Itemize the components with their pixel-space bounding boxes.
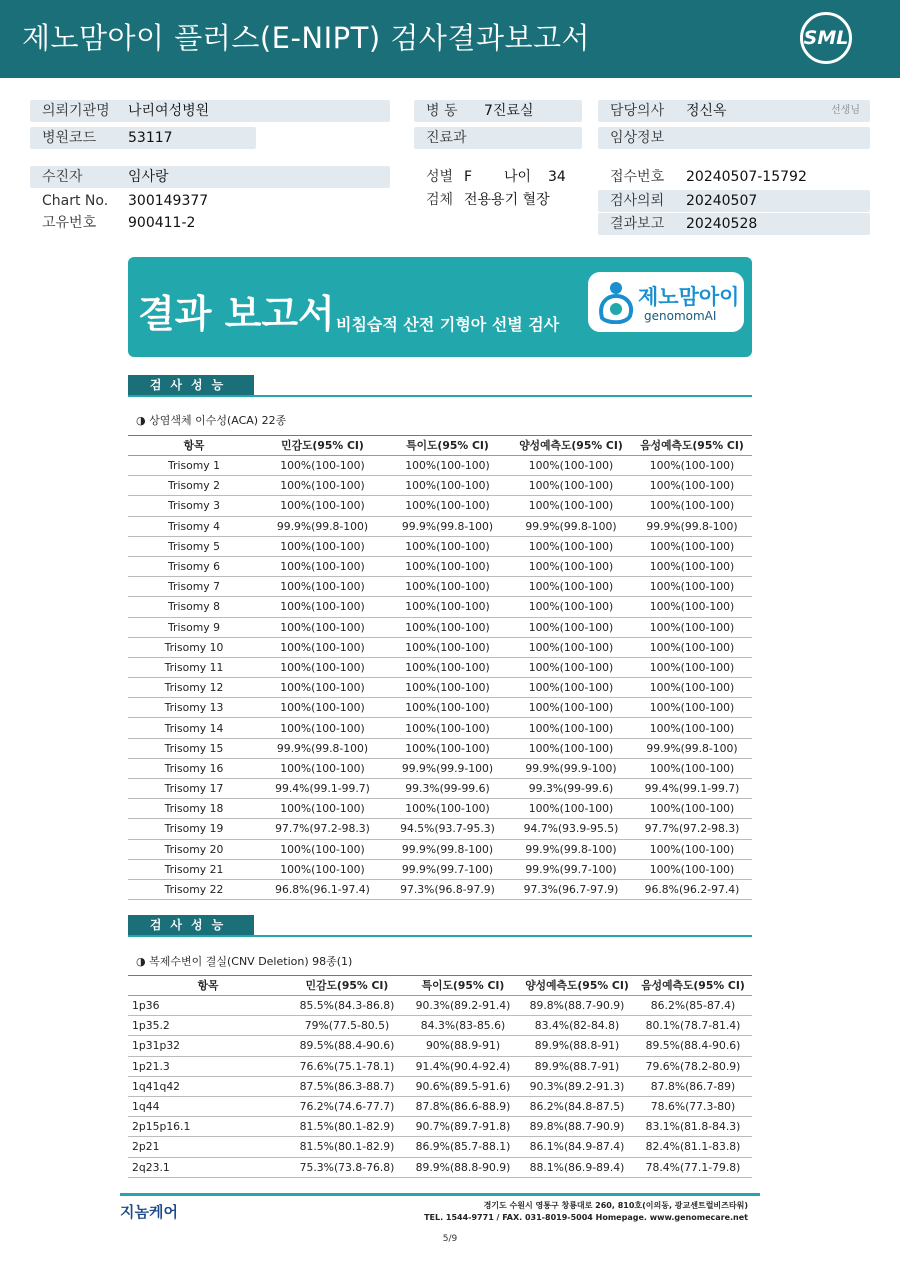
banner-title: 결과 보고서 bbox=[138, 292, 335, 336]
doctor-field bbox=[598, 100, 870, 122]
value-cell: 100%(100-100) bbox=[385, 718, 510, 738]
chart-label: Chart No. bbox=[42, 193, 109, 209]
value-cell: 89.5%(88.4-90.6) bbox=[288, 1036, 406, 1056]
item-name-cell: Trisomy 21 bbox=[128, 859, 260, 879]
value-cell: 90.3%(89.2-91.4) bbox=[406, 996, 520, 1016]
value-cell: 87.5%(86.3-88.7) bbox=[288, 1076, 406, 1096]
item-name-cell: 1p31p32 bbox=[128, 1036, 288, 1056]
column-header: 특이도(95% CI) bbox=[385, 436, 510, 456]
value-cell: 81.5%(80.1-82.9) bbox=[288, 1137, 406, 1157]
value-cell: 100%(100-100) bbox=[510, 456, 632, 476]
age-value: 34 bbox=[548, 169, 566, 185]
value-cell: 100%(100-100) bbox=[632, 718, 752, 738]
unique-label: 고유번호 bbox=[42, 215, 97, 231]
table-row bbox=[128, 637, 752, 657]
reception-field bbox=[598, 166, 870, 188]
item-name-cell: 1p21.3 bbox=[128, 1056, 288, 1076]
value-cell: 100%(100-100) bbox=[385, 456, 510, 476]
value-cell: 100%(100-100) bbox=[510, 556, 632, 576]
footer-address-line1: 경기도 수원시 영통구 창룡대로 260, 810호(이의동, 광교센트럴비즈타워) bbox=[483, 1201, 748, 1210]
value-cell: 99.9%(99.9-100) bbox=[385, 758, 510, 778]
table-row bbox=[128, 758, 752, 778]
value-cell: 85.5%(84.3-86.8) bbox=[288, 996, 406, 1016]
table-row bbox=[128, 1096, 752, 1116]
table-row bbox=[128, 516, 752, 536]
table-row bbox=[128, 496, 752, 516]
page-number: 5/9 bbox=[442, 1234, 458, 1244]
sex-value: F bbox=[464, 169, 473, 185]
reception-value: 20240507-15792 bbox=[686, 169, 807, 185]
column-header: 양성예측도(95% CI) bbox=[510, 436, 632, 456]
value-cell: 100%(100-100) bbox=[385, 476, 510, 496]
section1-subhead: ◑ 상염색체 이수성(ACA) 22종 bbox=[136, 414, 287, 427]
value-cell: 100%(100-100) bbox=[632, 617, 752, 637]
value-cell: 100%(100-100) bbox=[260, 476, 385, 496]
table-row bbox=[128, 476, 752, 496]
footer-address-line2: TEL. 1544-9771 / FAX. 031-8019-5004 Homepage. www.genomecare.net bbox=[424, 1213, 748, 1222]
value-cell: 100%(100-100) bbox=[632, 657, 752, 677]
value-cell: 90.7%(89.7-91.8) bbox=[406, 1117, 520, 1137]
specimen-value: 전용용기 혈장 bbox=[464, 192, 550, 208]
value-cell: 99.4%(99.1-99.7) bbox=[632, 779, 752, 799]
value-cell: 100%(100-100) bbox=[260, 456, 385, 476]
value-cell: 100%(100-100) bbox=[510, 577, 632, 597]
table-row bbox=[128, 597, 752, 617]
hospital-code-value: 53117 bbox=[128, 130, 173, 146]
value-cell: 100%(100-100) bbox=[632, 577, 752, 597]
table-row bbox=[128, 718, 752, 738]
institution-field bbox=[30, 100, 390, 122]
report-title: 제노맘아이 플러스(E-NIPT) 검사결과보고서 bbox=[22, 21, 591, 55]
ward-label: 병 동 bbox=[426, 103, 458, 119]
value-cell: 82.4%(81.1-83.8) bbox=[634, 1137, 752, 1157]
patient-value: 임사랑 bbox=[128, 169, 169, 185]
table-row bbox=[128, 678, 752, 698]
value-cell: 86.9%(85.7-88.1) bbox=[406, 1137, 520, 1157]
value-cell: 100%(100-100) bbox=[385, 556, 510, 576]
value-cell: 87.8%(86.7-89) bbox=[634, 1076, 752, 1096]
value-cell: 100%(100-100) bbox=[632, 476, 752, 496]
value-cell: 90.6%(89.5-91.6) bbox=[406, 1076, 520, 1096]
item-name-cell: Trisomy 2 bbox=[128, 476, 260, 496]
value-cell: 97.7%(97.2-98.3) bbox=[260, 819, 385, 839]
table-row bbox=[128, 819, 752, 839]
value-cell: 100%(100-100) bbox=[632, 678, 752, 698]
request-field bbox=[598, 190, 870, 212]
value-cell: 100%(100-100) bbox=[385, 678, 510, 698]
value-cell: 83.4%(82-84.8) bbox=[520, 1016, 634, 1036]
value-cell: 100%(100-100) bbox=[385, 799, 510, 819]
item-name-cell: Trisomy 11 bbox=[128, 657, 260, 677]
value-cell: 100%(100-100) bbox=[260, 637, 385, 657]
item-name-cell: Trisomy 3 bbox=[128, 496, 260, 516]
value-cell: 79%(77.5-80.5) bbox=[288, 1016, 406, 1036]
value-cell: 100%(100-100) bbox=[510, 738, 632, 758]
value-cell: 100%(100-100) bbox=[385, 496, 510, 516]
value-cell: 89.9%(88.8-91) bbox=[520, 1036, 634, 1056]
table-row bbox=[128, 738, 752, 758]
value-cell: 100%(100-100) bbox=[510, 657, 632, 677]
column-header: 특이도(95% CI) bbox=[406, 976, 520, 996]
result-banner bbox=[128, 257, 752, 357]
value-cell: 100%(100-100) bbox=[510, 637, 632, 657]
item-name-cell: Trisomy 7 bbox=[128, 577, 260, 597]
hospital-code-label: 병원코드 bbox=[42, 130, 97, 146]
value-cell: 89.8%(88.7-90.9) bbox=[520, 1117, 634, 1137]
value-cell: 99.9%(99.7-100) bbox=[385, 859, 510, 879]
item-name-cell: Trisomy 8 bbox=[128, 597, 260, 617]
value-cell: 100%(100-100) bbox=[632, 758, 752, 778]
value-cell: 96.8%(96.1-97.4) bbox=[260, 879, 385, 899]
value-cell: 99.4%(99.1-99.7) bbox=[260, 779, 385, 799]
table-row bbox=[128, 1117, 752, 1137]
genomom-logo-text: 제노맘아이 bbox=[638, 285, 740, 309]
table-row bbox=[128, 556, 752, 576]
table-header-row bbox=[128, 436, 752, 456]
value-cell: 100%(100-100) bbox=[260, 597, 385, 617]
value-cell: 100%(100-100) bbox=[260, 496, 385, 516]
table-row bbox=[128, 1137, 752, 1157]
table-row bbox=[128, 839, 752, 859]
value-cell: 99.9%(99.8-100) bbox=[510, 516, 632, 536]
patient-label: 수진자 bbox=[42, 169, 83, 185]
value-cell: 99.9%(99.8-100) bbox=[385, 516, 510, 536]
report-date-label: 결과보고 bbox=[610, 216, 665, 232]
item-name-cell: Trisomy 4 bbox=[128, 516, 260, 536]
ward-value: 7진료실 bbox=[484, 103, 534, 119]
value-cell: 99.9%(99.7-100) bbox=[510, 859, 632, 879]
genomom-logo bbox=[588, 272, 744, 332]
value-cell: 100%(100-100) bbox=[260, 698, 385, 718]
item-name-cell: Trisomy 6 bbox=[128, 556, 260, 576]
table-row bbox=[128, 657, 752, 677]
doctor-suffix: 선생님 bbox=[831, 105, 860, 116]
value-cell: 80.1%(78.7-81.4) bbox=[634, 1016, 752, 1036]
footer-address bbox=[424, 1200, 748, 1224]
value-cell: 75.3%(73.8-76.8) bbox=[288, 1157, 406, 1177]
section2-bar bbox=[128, 915, 752, 937]
value-cell: 81.5%(80.1-82.9) bbox=[288, 1117, 406, 1137]
value-cell: 100%(100-100) bbox=[260, 758, 385, 778]
item-name-cell: Trisomy 18 bbox=[128, 799, 260, 819]
request-value: 20240507 bbox=[686, 193, 758, 209]
item-name-cell: Trisomy 22 bbox=[128, 879, 260, 899]
age-label: 나이 bbox=[504, 169, 532, 185]
table-row bbox=[128, 879, 752, 899]
value-cell: 78.4%(77.1-79.8) bbox=[634, 1157, 752, 1177]
value-cell: 100%(100-100) bbox=[510, 496, 632, 516]
value-cell: 100%(100-100) bbox=[260, 657, 385, 677]
table-row bbox=[128, 1016, 752, 1036]
item-name-cell: 2p21 bbox=[128, 1137, 288, 1157]
value-cell: 86.1%(84.9-87.4) bbox=[520, 1137, 634, 1157]
value-cell: 100%(100-100) bbox=[385, 657, 510, 677]
institution-value: 나리여성병원 bbox=[128, 103, 210, 119]
value-cell: 100%(100-100) bbox=[260, 577, 385, 597]
value-cell: 99.3%(99-99.6) bbox=[510, 779, 632, 799]
item-name-cell: Trisomy 12 bbox=[128, 678, 260, 698]
value-cell: 100%(100-100) bbox=[632, 799, 752, 819]
sex-label: 성별 bbox=[426, 169, 454, 185]
value-cell: 100%(100-100) bbox=[260, 536, 385, 556]
value-cell: 99.9%(99.8-100) bbox=[632, 738, 752, 758]
ward-field bbox=[414, 100, 582, 122]
institution-label: 의뢰기관명 bbox=[42, 103, 110, 119]
value-cell: 90.3%(89.2-91.3) bbox=[520, 1076, 634, 1096]
value-cell: 94.5%(93.7-95.3) bbox=[385, 819, 510, 839]
value-cell: 89.8%(88.7-90.9) bbox=[520, 996, 634, 1016]
column-header: 민감도(95% CI) bbox=[288, 976, 406, 996]
unique-field bbox=[30, 212, 390, 234]
item-name-cell: Trisomy 10 bbox=[128, 637, 260, 657]
value-cell: 94.7%(93.9-95.5) bbox=[510, 819, 632, 839]
value-cell: 100%(100-100) bbox=[510, 476, 632, 496]
value-cell: 97.3%(96.8-97.9) bbox=[385, 879, 510, 899]
item-name-cell: 1q41q42 bbox=[128, 1076, 288, 1096]
value-cell: 88.1%(86.9-89.4) bbox=[520, 1157, 634, 1177]
value-cell: 100%(100-100) bbox=[510, 536, 632, 556]
item-name-cell: Trisomy 14 bbox=[128, 718, 260, 738]
value-cell: 100%(100-100) bbox=[510, 617, 632, 637]
item-name-cell: Trisomy 9 bbox=[128, 617, 260, 637]
value-cell: 86.2%(85-87.4) bbox=[634, 996, 752, 1016]
value-cell: 99.9%(99.8-100) bbox=[632, 516, 752, 536]
value-cell: 100%(100-100) bbox=[260, 556, 385, 576]
value-cell: 100%(100-100) bbox=[385, 577, 510, 597]
value-cell: 90%(88.9-91) bbox=[406, 1036, 520, 1056]
table-row bbox=[128, 779, 752, 799]
dept-field bbox=[414, 127, 582, 149]
value-cell: 100%(100-100) bbox=[632, 556, 752, 576]
table-row bbox=[128, 456, 752, 476]
value-cell: 100%(100-100) bbox=[260, 859, 385, 879]
value-cell: 100%(100-100) bbox=[260, 799, 385, 819]
section2-subhead: ◑ 복제수변이 결실(CNV Deletion) 98종(1) bbox=[136, 955, 353, 968]
value-cell: 89.9%(88.7-91) bbox=[520, 1056, 634, 1076]
report-date-value: 20240528 bbox=[686, 216, 758, 232]
value-cell: 100%(100-100) bbox=[385, 738, 510, 758]
value-cell: 100%(100-100) bbox=[632, 859, 752, 879]
value-cell: 86.2%(84.8-87.5) bbox=[520, 1096, 634, 1116]
item-name-cell: 1p35.2 bbox=[128, 1016, 288, 1036]
value-cell: 99.9%(99.8-100) bbox=[510, 839, 632, 859]
report-header bbox=[0, 0, 900, 78]
banner-subtitle: 비침습적 산전 기형아 선별 검사 bbox=[336, 315, 560, 334]
clinical-field bbox=[598, 127, 870, 149]
specimen-field bbox=[414, 189, 582, 211]
dept-label: 진료과 bbox=[426, 130, 467, 146]
value-cell: 100%(100-100) bbox=[510, 678, 632, 698]
value-cell: 99.9%(99.8-100) bbox=[260, 738, 385, 758]
value-cell: 76.6%(75.1-78.1) bbox=[288, 1056, 406, 1076]
value-cell: 100%(100-100) bbox=[632, 456, 752, 476]
column-header: 음성예측도(95% CI) bbox=[634, 976, 752, 996]
value-cell: 100%(100-100) bbox=[510, 597, 632, 617]
table-row bbox=[128, 799, 752, 819]
value-cell: 87.8%(86.6-88.9) bbox=[406, 1096, 520, 1116]
item-name-cell: Trisomy 5 bbox=[128, 536, 260, 556]
reception-label: 접수번호 bbox=[610, 169, 665, 185]
value-cell: 99.9%(99.9-100) bbox=[510, 758, 632, 778]
table-row bbox=[128, 617, 752, 637]
value-cell: 99.3%(99-99.6) bbox=[385, 779, 510, 799]
column-header: 민감도(95% CI) bbox=[260, 436, 385, 456]
table-row bbox=[128, 1056, 752, 1076]
column-header: 항목 bbox=[128, 976, 288, 996]
item-name-cell: 2p15p16.1 bbox=[128, 1117, 288, 1137]
value-cell: 100%(100-100) bbox=[632, 637, 752, 657]
chart-value: 300149377 bbox=[128, 193, 209, 209]
value-cell: 97.3%(96.7-97.9) bbox=[510, 879, 632, 899]
specimen-label: 검체 bbox=[426, 192, 454, 208]
sex-age-field bbox=[414, 166, 582, 188]
value-cell: 100%(100-100) bbox=[385, 637, 510, 657]
item-name-cell: Trisomy 19 bbox=[128, 819, 260, 839]
report-date-field bbox=[598, 213, 870, 235]
table-row bbox=[128, 996, 752, 1016]
genomecare-logo: 지놈케어 bbox=[120, 1203, 178, 1221]
value-cell: 100%(100-100) bbox=[260, 617, 385, 637]
value-cell: 97.7%(97.2-98.3) bbox=[632, 819, 752, 839]
genomom-icon bbox=[596, 280, 636, 324]
value-cell: 100%(100-100) bbox=[260, 718, 385, 738]
hospital-code-field bbox=[30, 127, 256, 149]
sml-logo: SML bbox=[800, 12, 852, 64]
patient-field bbox=[30, 166, 390, 188]
value-cell: 99.9%(99.8-100) bbox=[260, 516, 385, 536]
value-cell: 100%(100-100) bbox=[510, 718, 632, 738]
table-row bbox=[128, 1076, 752, 1096]
footer-divider bbox=[120, 1193, 760, 1196]
value-cell: 100%(100-100) bbox=[385, 597, 510, 617]
value-cell: 100%(100-100) bbox=[632, 536, 752, 556]
table-header-row bbox=[128, 976, 752, 996]
value-cell: 100%(100-100) bbox=[510, 698, 632, 718]
item-name-cell: Trisomy 1 bbox=[128, 456, 260, 476]
item-name-cell: 1q44 bbox=[128, 1096, 288, 1116]
value-cell: 100%(100-100) bbox=[510, 799, 632, 819]
value-cell: 96.8%(96.2-97.4) bbox=[632, 879, 752, 899]
chart-field bbox=[30, 190, 390, 212]
item-name-cell: Trisomy 15 bbox=[128, 738, 260, 758]
value-cell: 100%(100-100) bbox=[632, 597, 752, 617]
value-cell: 76.2%(74.6-77.7) bbox=[288, 1096, 406, 1116]
value-cell: 100%(100-100) bbox=[632, 839, 752, 859]
item-name-cell: Trisomy 16 bbox=[128, 758, 260, 778]
item-name-cell: 1p36 bbox=[128, 996, 288, 1016]
genomom-logo-sub: genomomAI bbox=[644, 309, 717, 323]
section1-tag: 검사성능 bbox=[128, 375, 254, 395]
value-cell: 100%(100-100) bbox=[260, 678, 385, 698]
unique-value: 900411-2 bbox=[128, 215, 196, 231]
item-name-cell: Trisomy 13 bbox=[128, 698, 260, 718]
column-header: 항목 bbox=[128, 436, 260, 456]
value-cell: 100%(100-100) bbox=[632, 496, 752, 516]
value-cell: 78.6%(77.3-80) bbox=[634, 1096, 752, 1116]
table-row bbox=[128, 698, 752, 718]
item-name-cell: 2q23.1 bbox=[128, 1157, 288, 1177]
column-header: 양성예측도(95% CI) bbox=[520, 976, 634, 996]
value-cell: 89.9%(88.8-90.9) bbox=[406, 1157, 520, 1177]
clinical-label: 임상정보 bbox=[610, 130, 665, 146]
item-name-cell: Trisomy 17 bbox=[128, 779, 260, 799]
value-cell: 91.4%(90.4-92.4) bbox=[406, 1056, 520, 1076]
request-label: 검사의뢰 bbox=[610, 193, 665, 209]
table-row bbox=[128, 536, 752, 556]
item-name-cell: Trisomy 20 bbox=[128, 839, 260, 859]
cnv-performance-table bbox=[128, 975, 752, 1178]
value-cell: 100%(100-100) bbox=[385, 617, 510, 637]
value-cell: 100%(100-100) bbox=[385, 698, 510, 718]
aca-performance-table bbox=[128, 435, 752, 900]
column-header: 음성예측도(95% CI) bbox=[632, 436, 752, 456]
section1-bar bbox=[128, 375, 752, 397]
value-cell: 89.5%(88.4-90.6) bbox=[634, 1036, 752, 1056]
table-row bbox=[128, 577, 752, 597]
value-cell: 83.1%(81.8-84.3) bbox=[634, 1117, 752, 1137]
table-row bbox=[128, 1157, 752, 1177]
value-cell: 79.6%(78.2-80.9) bbox=[634, 1056, 752, 1076]
value-cell: 100%(100-100) bbox=[260, 839, 385, 859]
value-cell: 84.3%(83-85.6) bbox=[406, 1016, 520, 1036]
doctor-label: 담당의사 bbox=[610, 103, 665, 119]
doctor-value: 정신옥 bbox=[686, 103, 727, 119]
value-cell: 99.9%(99.8-100) bbox=[385, 839, 510, 859]
table-row bbox=[128, 859, 752, 879]
section2-tag: 검사성능 bbox=[128, 915, 254, 935]
value-cell: 100%(100-100) bbox=[632, 698, 752, 718]
table-row bbox=[128, 1036, 752, 1056]
value-cell: 100%(100-100) bbox=[385, 536, 510, 556]
